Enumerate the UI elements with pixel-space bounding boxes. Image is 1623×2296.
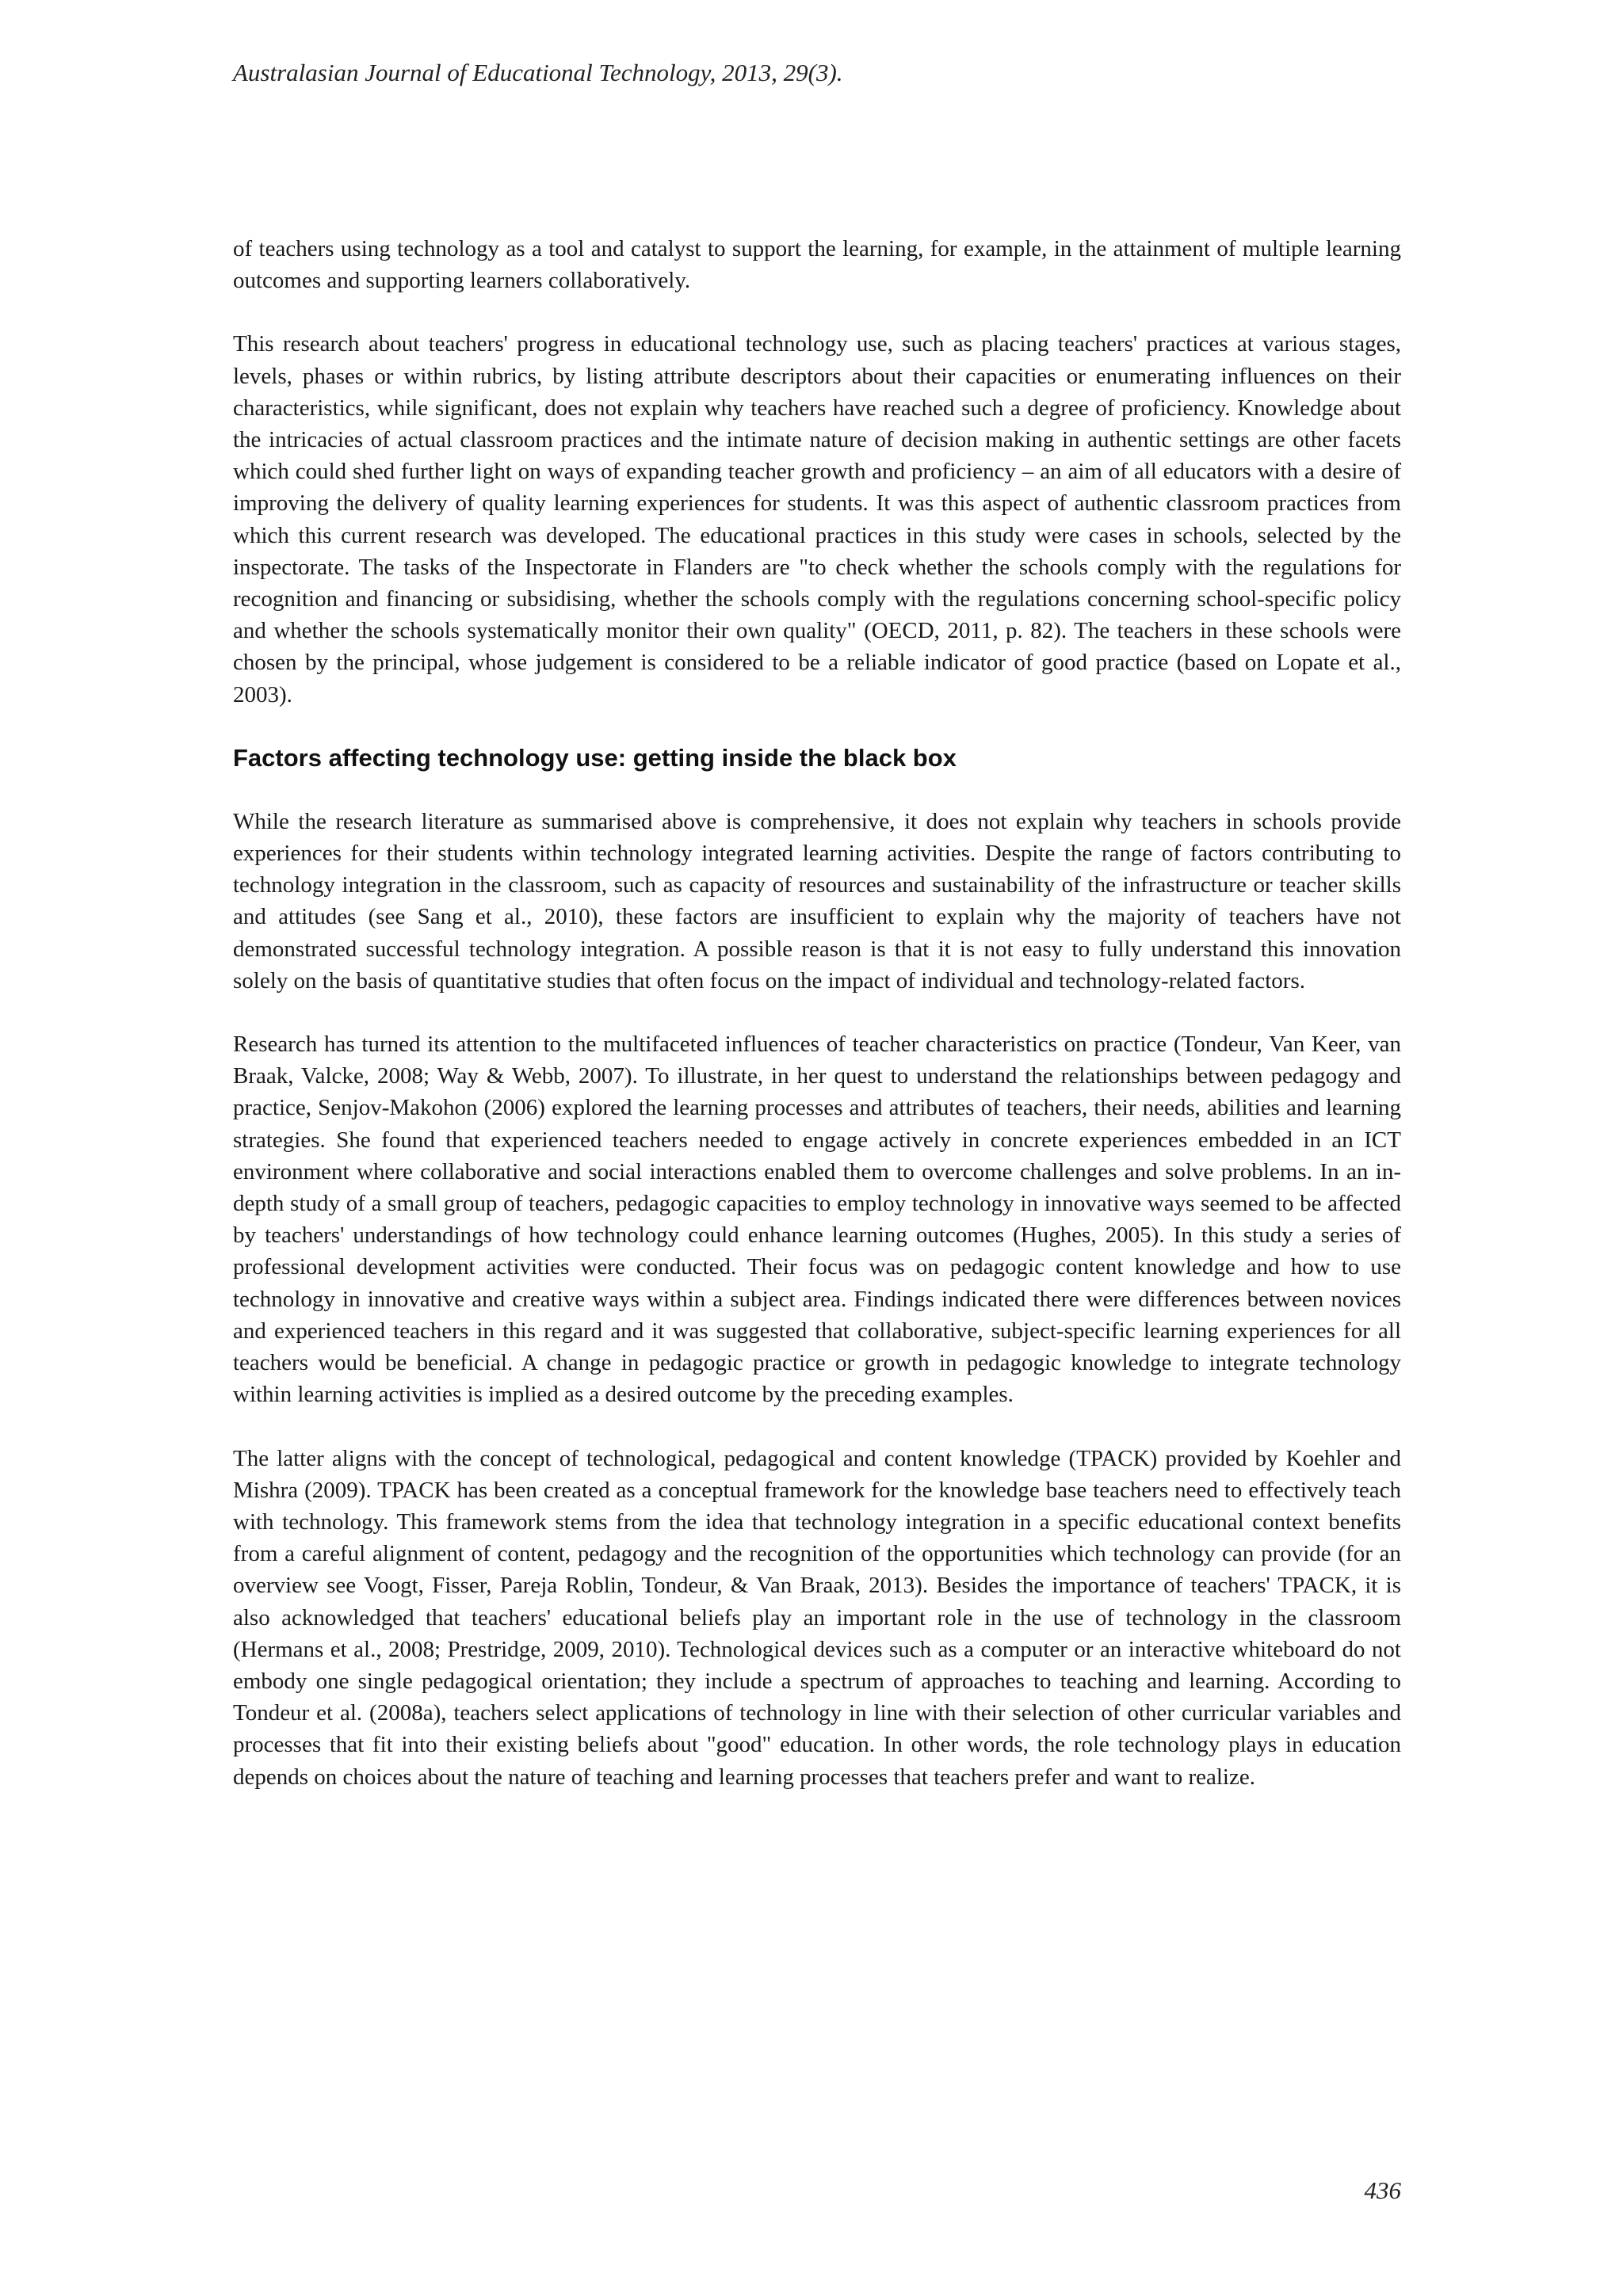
- section-heading: Factors affecting technology use: getting inside the black box: [233, 743, 957, 772]
- body-paragraph: of teachers using technology as a tool and catalyst to support the learning, for example, in the attainment of multiple learning outcomes and supporting learners collaboratively.: [233, 236, 1401, 294]
- article-body: [233, 233, 1401, 1825]
- body-paragraph: While the research literature as summarised above is comprehensive, it does not explain why teachers in schools provide experiences for their students within technology integrated learning activities. Despite the range of factors contributing to technology integration in the classroom, such as capacity of resources and sustainability of the infrastructure or teacher skills and attitudes (see Sang et al., 2010), these factors are insufficient to explain why the majority of teachers have not demonstrated successful technology integration. A possible reason is that it is not easy to fully understand this innovation solely on the basis of quantitative studies that often focus on the impact of individual and technology-related factors.: [233, 808, 1401, 994]
- running-head: Australasian Journal of Educational Technology, 2013, 29(3).: [233, 59, 843, 86]
- body-paragraph: This research about teachers' progress in educational technology use, such as placing teachers' practices at various stages, levels, phases or within rubrics, by listing attribute descriptors about their capacities or enumerating influences on their characteristics, while significant, does not explain why teachers have reached such a degree of proficiency. Knowledge about the intricacies of actual classroom practices and the intimate nature of decision making in authentic settings are other facets which could shed further light on ways of expanding teacher growth and proficiency – an aim of all educators with a desire of improving the delivery of quality learning experiences for students. It was this aspect of authentic classroom practices from which this current research was developed. The educational practices in this study were cases in schools, selected by the inspectorate. The tasks of the Inspectorate in Flanders are "to check whether the schools comply with the regulations for recognition and financing or subsidising, whether the schools comply with the regulations concerning school-specific policy and whether the schools systematically monitor their own quality" (OECD, 2011, p. 82). The teachers in these schools were chosen by the principal, whose judgement is considered to be a reliable indicator of good practice (based on Lopate et al., 2003).: [233, 331, 1401, 707]
- page-number: 436: [1364, 2176, 1401, 2204]
- body-paragraph: Research has turned its attention to the multifaceted influences of teacher characteristics on practice (Tondeur, Van Keer, van Braak, Valcke, 2008; Way & Webb, 2007). To illustrate, in her quest to understand the relationships between pedagogy and practice, Senjov-Makohon (2006) explored the learning processes and attributes of teachers, their needs, abilities and learning strategies. She found that experienced teachers needed to engage actively in concrete experiences embedded in an ICT environment where collaborative and social interactions enabled them to overcome challenges and solve problems. In an in-depth study of a small group of teachers, pedagogic capacities to employ technology in innovative ways seemed to be affected by teachers' understandings of how technology could enhance learning outcomes (Hughes, 2005). In this study a series of professional development activities were conducted. Their focus was on pedagogic content knowledge and how to use technology in innovative and creative ways within a subject area. Findings indicated there were differences between novices and experienced teachers in this regard and it was suggested that collaborative, subject-specific learning experiences for all teachers would be beneficial. A change in pedagogic practice or growth in pedagogic knowledge to integrate technology within learning activities is implied as a desired outcome by the preceding examples.: [233, 1032, 1401, 1408]
- body-paragraph: The latter aligns with the concept of technological, pedagogical and content knowledge (TPACK) provided by Koehler and Mishra (2009). TPACK has been created as a conceptual framework for the knowledge base teachers need to effectively teach with technology. This framework stems from the idea that technology integration in a specific educational context benefits from a careful alignment of content, pedagogy and the recognition of the opportunities which technology can provide (for an overview see Voogt, Fisser, Pareja Roblin, Tondeur, & Van Braak, 2013). Besides the importance of teachers' TPACK, it is also acknowledged that teachers' educational beliefs play an important role in the use of technology in the classroom (Hermans et al., 2008; Prestridge, 2009, 2010). Technological devices such as a computer or an interactive whiteboard do not embody one single pedagogical orientation; they include a spectrum of approaches to teaching and learning. According to Tondeur et al. (2008a), teachers select applications of technology in line with their selection of other curricular variables and processes that fit into their existing beliefs about "good" education. In other words, the role technology plays in education depends on choices about the nature of teaching and learning processes that teachers prefer and want to realize.: [233, 1445, 1401, 1790]
